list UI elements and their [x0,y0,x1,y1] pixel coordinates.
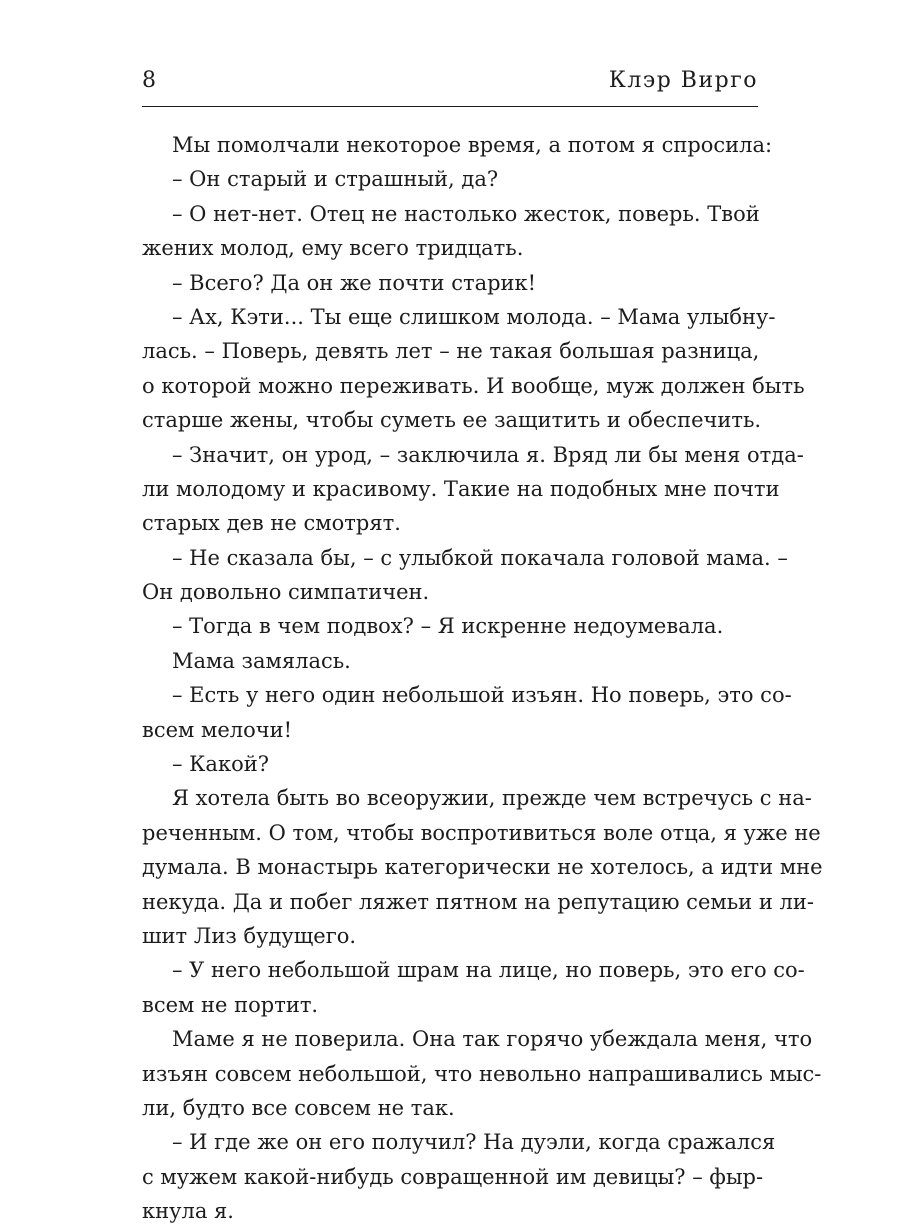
text-line: – Он старый и страшный, да? [172,167,499,192]
text-line: – Есть у него один небольшой изъян. Но поверь, это со- [172,683,792,708]
text-line: ли молодому и красивому. Такие на подобных мне почти [142,476,780,501]
text-line: Я хотела быть во всеоружии, прежде чем встречусь с на- [172,786,812,811]
text-line: – У него небольшой шрам на лице, но поверь, это его со- [172,958,805,983]
page-header [142,66,758,100]
text-line: – Тогда в чем подвох? – Я искренне недоумевала. [172,614,724,639]
text-line: с мужем какой-нибудь совращенной им девицы? – фыр- [142,1164,764,1189]
page-number: 8 [142,68,157,93]
text-line: – Всего? Да он же почти старик! [172,270,537,295]
text-line: Маме я не поверила. Она так горячо убеждала меня, что [172,1027,813,1052]
text-line: о которой можно переживать. И вообще, муж должен быть [142,373,805,398]
text-line: шит Лиз будущего. [142,923,357,948]
text-line: кнула я. [142,1199,234,1224]
body-text [142,128,823,1229]
text-line: – Ах, Кэти... Ты еще слишком молода. – Мама улыбну- [172,304,776,329]
text-line: старых дев не смотрят. [142,511,401,536]
text-line: – Какой? [172,752,269,777]
running-title: Клэр Вирго [608,68,758,93]
text-line: – Не сказала бы, – с улыбкой покачала головой мама. – [172,545,788,570]
text-line: старше жены, чтобы суметь ее защитить и обеспечить. [142,408,762,433]
text-line: реченным. О том, чтобы воспротивиться воле отца, я уже не [142,820,821,845]
text-line: всем не портит. [142,992,319,1017]
text-line: – Значит, он урод, – заключила я. Вряд ли бы меня отда- [172,442,804,467]
text-line: – О нет-нет. Отец не настолько жесток, поверь. Твой [172,201,760,226]
text-line: – И где же он его получил? На дуэли, когда сражался [172,1130,776,1155]
text-line: ли, будто все совсем не так. [142,1095,455,1120]
text-line: всем мелочи! [142,717,293,742]
text-line: Мы помолчали некоторое время, а потом я спросила: [172,133,773,157]
text-line: изъян совсем небольшой, что невольно напрашивались мыс- [142,1061,822,1086]
text-line: думала. В монастырь категорически не хотелось, а идти мне [142,855,823,880]
text-line: некуда. Да и побег ляжет пятном на репутацию семьи и ли- [142,889,814,914]
text-line: жених молод, ему всего тридцать. [142,236,524,261]
text-line: Мама замялась. [172,648,351,673]
text-line: лась. – Поверь, девять лет – не такая большая разница, [142,339,760,364]
header-divider [142,106,758,107]
text-line: Он довольно симпатичен. [142,580,430,605]
